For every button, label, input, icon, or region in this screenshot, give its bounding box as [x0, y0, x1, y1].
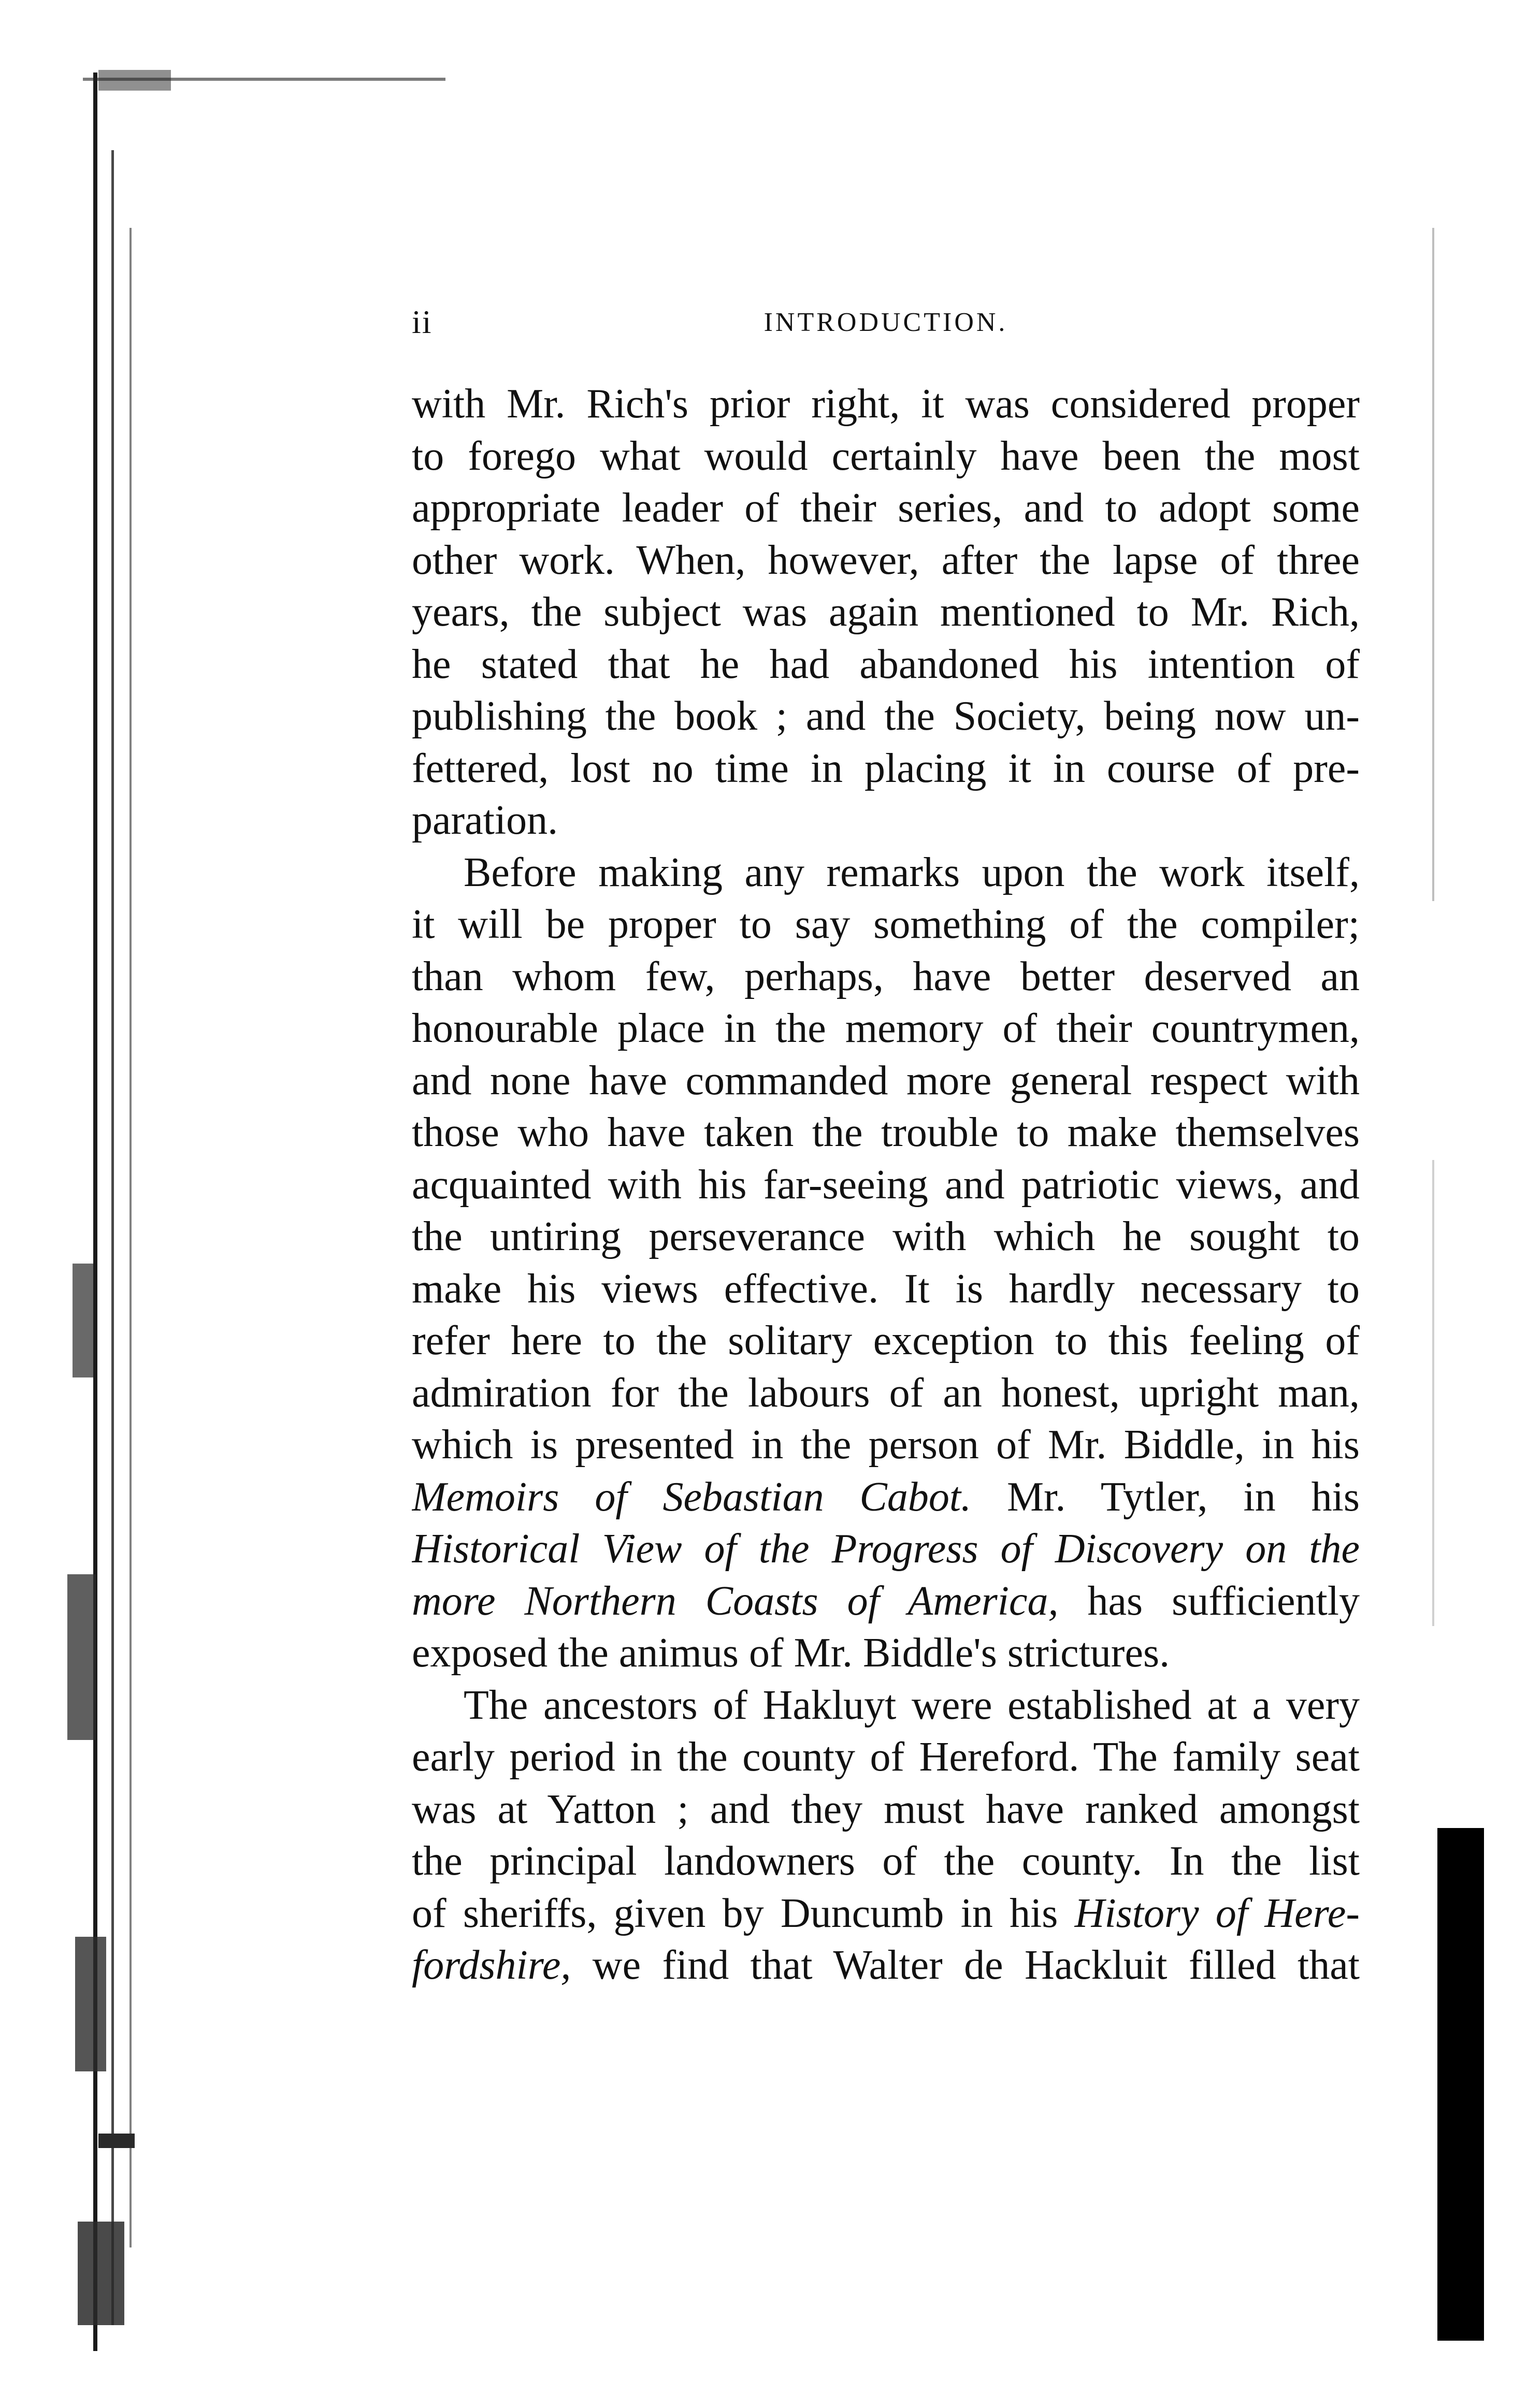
gutter-speck: [98, 2134, 135, 2148]
gutter-speck: [78, 2222, 124, 2325]
text-run: we find that Walter de Hackluit filled that: [571, 1942, 1360, 1988]
text-run: Mr. Tytler, in his: [971, 1474, 1360, 1520]
text-line: exposed the animus of Mr. Biddle's strictures.: [412, 1630, 1170, 1676]
text-line: Before making any remarks upon the work itself,: [464, 849, 1360, 895]
text-line: paration.: [412, 797, 558, 843]
book-title: more Northern Coasts of America,: [412, 1578, 1059, 1624]
text-line: with Mr. Rich's prior right, it was considered proper: [412, 381, 1360, 427]
text-line: [412, 1939, 1360, 1992]
page-number: ii: [412, 303, 433, 340]
book-title: Historical View of the Progress of Discovery on the: [412, 1526, 1360, 1572]
text-line: it will be proper to say something of the compiler;: [412, 902, 1360, 947]
text-line: than whom few, perhaps, have better deserved an: [412, 953, 1360, 999]
paragraph-2: [412, 847, 1360, 1679]
text-line: he stated that he had abandoned his intention of: [412, 641, 1360, 687]
book-title: History of Here-: [1074, 1890, 1360, 1936]
gutter-speck: [67, 1574, 96, 1740]
text-line: the untiring perseverance with which he sought to: [412, 1214, 1360, 1259]
gutter-speck: [73, 1264, 93, 1377]
text-line: admiration for the labours of an honest, upright man,: [412, 1370, 1360, 1416]
text-line: was at Yatton ; and they must have ranked amongst: [412, 1786, 1360, 1832]
text-line: early period in the county of Hereford. The family seat: [412, 1734, 1360, 1780]
text-run: of sheriffs, given by Duncumb in his: [412, 1890, 1075, 1936]
running-head: INTRODUCTION.: [763, 308, 1008, 337]
scan-black-tab: [1437, 1828, 1484, 2341]
page-header: [412, 303, 1360, 350]
text-line: and none have commanded more general respect with: [412, 1057, 1360, 1104]
text-line: appropriate leader of their series, and to adopt some: [412, 485, 1360, 531]
text-line: refer here to the solitary exception to this feeling of: [412, 1318, 1360, 1363]
body-text: [412, 378, 1360, 1992]
scan-top-edge: [83, 67, 1378, 98]
text-run: has sufficiently: [1058, 1578, 1360, 1624]
text-line: years, the subject was again mentioned to Mr. Rich,: [412, 589, 1360, 635]
text-line: [412, 1575, 1360, 1628]
text-line: which is presented in the person of Mr. Biddle, in his: [412, 1422, 1360, 1468]
gutter-rule: [111, 150, 114, 2325]
text-line: acquainted with his far-seeing and patriotic views, and: [412, 1162, 1360, 1208]
text-line: The ancestors of Hakluyt were established at a very: [464, 1682, 1360, 1728]
text-line: honourable place in the memory of their countrymen,: [412, 1006, 1360, 1051]
gutter-speck: [75, 1937, 106, 2071]
text-line: other work. When, however, after the lapse of three: [412, 537, 1360, 583]
gutter-rule: [129, 228, 132, 2247]
text-line: [412, 1471, 1360, 1524]
text-line: [412, 1888, 1360, 1940]
paragraph-3: [412, 1679, 1360, 1992]
text-line: the principal landowners of the county. In the list: [412, 1838, 1360, 1884]
book-title: fordshire,: [412, 1942, 571, 1988]
paragraph-1: [412, 378, 1360, 847]
binding-gutter: [62, 72, 145, 2382]
text-line: fettered, lost no time in placing it in course of pre-: [412, 745, 1360, 791]
text-line: publishing the book ; and the Society, being now un-: [412, 693, 1360, 739]
text-line: those who have taken the trouble to make themselves: [412, 1110, 1360, 1155]
text-line: to forego what would certainly have been the most: [412, 433, 1360, 479]
text-line: make his views effective. It is hardly necessary to: [412, 1266, 1360, 1312]
book-title: Memoirs of Sebastian Cabot.: [412, 1474, 972, 1520]
